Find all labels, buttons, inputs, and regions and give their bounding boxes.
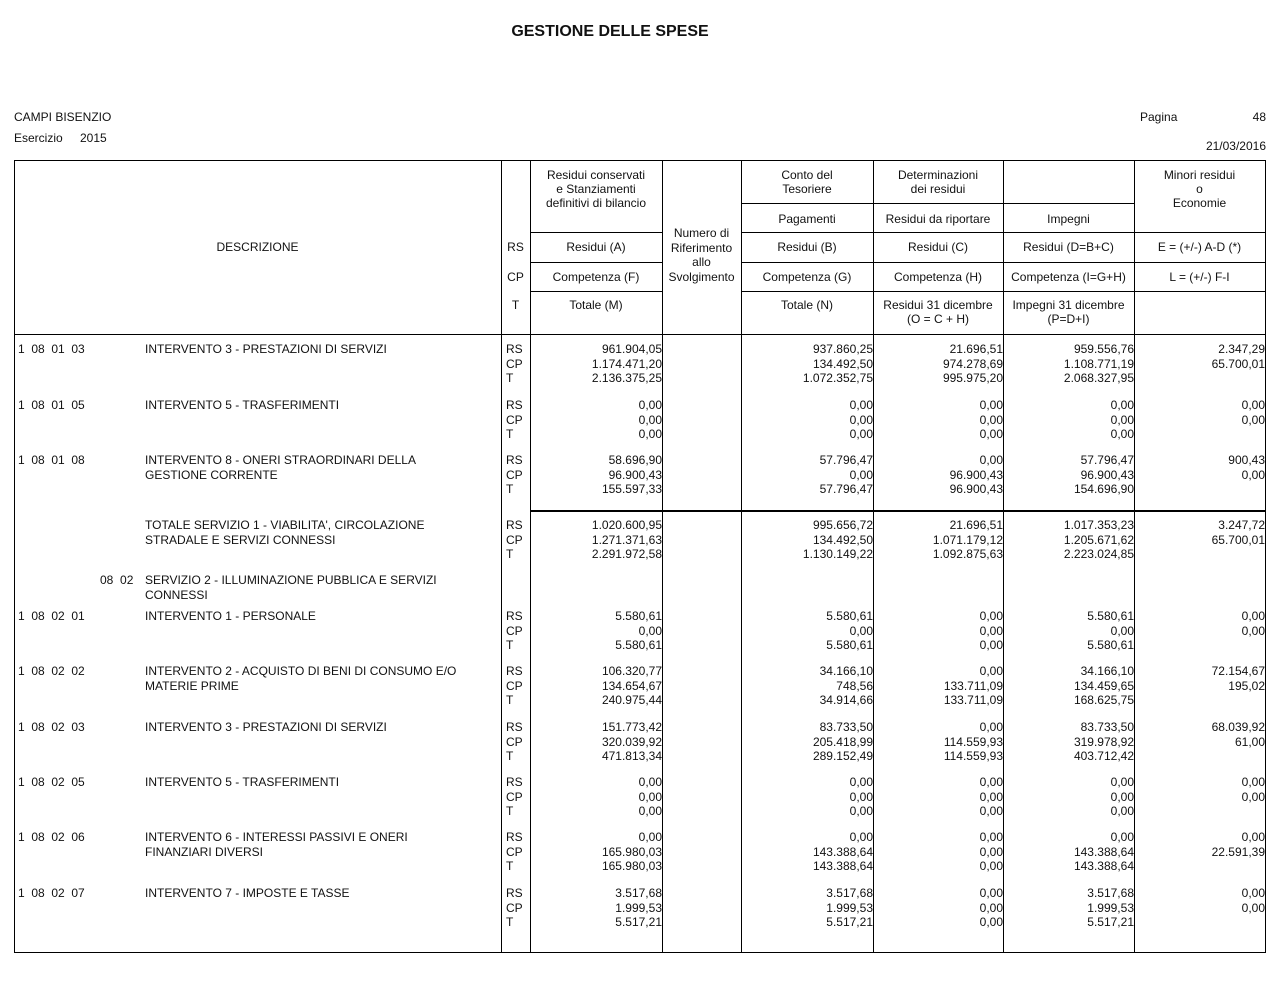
row-value-b: 0,00 0,00 0,00 <box>849 398 873 441</box>
row-value-d: 959.556,76 1.108.771,19 2.068.327,95 <box>1063 342 1134 385</box>
row-value-b: 937.860,25 134.492,50 1.072.352,75 <box>802 342 873 385</box>
header-col-b-cp: Competenza (G) <box>762 270 852 284</box>
row-value-a: 0,00 0,00 0,00 <box>638 775 662 818</box>
header-col-a-cp: Competenza (F) <box>552 270 640 284</box>
esercizio-label: Esercizio <box>14 131 63 145</box>
row-value-b: 34.166,10 748,56 34.914,66 <box>819 664 873 707</box>
row-types: RS CP T <box>506 830 523 873</box>
row-code: 1 08 02 05 <box>18 775 85 789</box>
row-description: TOTALE SERVIZIO 1 - VIABILITA', CIRCOLAZIONE STRADALE E SERVIZI CONNESSI <box>145 518 425 547</box>
header-col-a-rs: Residui (A) <box>566 240 626 254</box>
row-value-e: 72.154,67 195,02 <box>1211 664 1265 693</box>
row-value-d: 83.733,50 319.978,92 403.712,42 <box>1073 720 1134 763</box>
row-value-d: 3.517,68 1.999,53 5.517,21 <box>1087 886 1134 929</box>
header-col-e-cp: L = (+/-) F-I <box>1169 270 1230 284</box>
row-types: RS CP T <box>506 342 523 385</box>
row-types: RS CP T <box>506 664 523 707</box>
header-cp: CP <box>507 270 524 284</box>
total-separator <box>530 510 1266 512</box>
row-value-a: 961.904,05 1.174.471,20 2.136.375,25 <box>591 342 662 385</box>
row-value-d: 34.166,10 134.459,65 168.625,75 <box>1073 664 1134 707</box>
row-description: INTERVENTO 2 - ACQUISTO DI BENI DI CONSUMO E/O MATERIE PRIME <box>145 664 457 693</box>
row-description: INTERVENTO 7 - IMPOSTE E TASSE <box>145 886 350 900</box>
row-value-e: 0,00 0,00 <box>1241 775 1265 804</box>
row-types: RS CP T <box>506 609 523 652</box>
row-description: INTERVENTO 1 - PERSONALE <box>145 609 316 623</box>
row-value-e: 0,00 0,00 <box>1241 886 1265 915</box>
row-code: 1 08 02 06 <box>18 830 85 844</box>
row-value-c: 0,00 0,00 0,00 <box>979 398 1003 441</box>
header-col-e-rs: E = (+/-) A-D (*) <box>1157 240 1242 254</box>
row-code: 1 08 02 01 <box>18 609 85 623</box>
header-rs: RS <box>507 240 524 254</box>
row-description: SERVIZIO 2 - ILLUMINAZIONE PUBBLICA E SERVIZI CONNESSI <box>145 573 437 602</box>
row-value-c: 21.696,51 974.278,69 995.975,20 <box>942 342 1003 385</box>
row-value-a: 5.580,61 0,00 5.580,61 <box>615 609 662 652</box>
row-description: INTERVENTO 8 - ONERI STRAORDINARI DELLA GESTIONE CORRENTE <box>145 453 416 482</box>
row-description: INTERVENTO 6 - INTERESSI PASSIVI E ONERI FINANZIARI DIVERSI <box>145 830 408 859</box>
report-date: 21/03/2016 <box>1205 139 1266 153</box>
header-numero-riferimento: Numero di Riferimento allo Svolgimento <box>668 226 735 284</box>
row-code: 1 08 02 03 <box>18 720 85 734</box>
row-value-b: 57.796,47 0,00 57.796,47 <box>819 453 873 496</box>
header-col-c-cp: Competenza (H) <box>893 270 983 284</box>
row-value-e: 0,00 0,00 <box>1241 609 1265 638</box>
header-col-c-sub: Residui da riportare <box>885 212 991 226</box>
row-value-b: 5.580,61 0,00 5.580,61 <box>826 609 873 652</box>
row-code: 1 08 01 03 <box>18 342 85 356</box>
row-value-e: 2.347,29 65.700,01 <box>1211 342 1265 371</box>
header-col-d-cp: Competenza (I=G+H) <box>1011 270 1126 284</box>
row-value-a: 1.020.600,95 1.271.371,63 2.291.972,58 <box>591 518 662 561</box>
row-code: 08 02 <box>100 573 134 587</box>
header-col-e: Minori residui o Economie <box>1163 168 1236 210</box>
row-value-d: 1.017.353,23 1.205.671,62 2.223.024,85 <box>1063 518 1134 561</box>
header-col-b-t: Totale (N) <box>780 298 833 312</box>
row-value-a: 151.773,42 320.039,92 471.813,34 <box>601 720 662 763</box>
row-value-a: 3.517,68 1.999,53 5.517,21 <box>615 886 662 929</box>
header-col-a: Residui conservati e Stanziamenti definitivi di bilancio <box>545 168 647 210</box>
ente-name: CAMPI BISENZIO <box>14 110 112 124</box>
row-types: RS CP T <box>506 775 523 818</box>
row-value-c: 0,00 96.900,43 96.900,43 <box>949 453 1003 496</box>
header-col-b-rs: Residui (B) <box>777 240 837 254</box>
row-types: RS CP T <box>506 518 523 561</box>
row-value-d: 0,00 143.388,64 143.388,64 <box>1073 830 1134 873</box>
header-col-b: Conto del Tesoriere <box>781 168 833 196</box>
row-types: RS CP T <box>506 720 523 763</box>
row-value-e: 0,00 22.591,39 <box>1211 830 1265 859</box>
row-types: RS CP T <box>506 886 523 929</box>
row-value-d: 57.796,47 96.900,43 154.696,90 <box>1073 453 1134 496</box>
header-descrizione: DESCRIZIONE <box>216 240 299 254</box>
row-types: RS CP T <box>506 398 523 441</box>
pagina-label: Pagina <box>1140 110 1178 124</box>
row-description: INTERVENTO 5 - TRASFERIMENTI <box>145 398 340 412</box>
row-value-e: 3.247,72 65.700,01 <box>1211 518 1265 547</box>
row-value-c: 0,00 0,00 0,00 <box>979 609 1003 652</box>
row-code: 1 08 01 08 <box>18 453 85 467</box>
row-value-d: 0,00 0,00 0,00 <box>1110 398 1134 441</box>
page-number: 48 <box>1252 110 1266 124</box>
row-description: INTERVENTO 3 - PRESTAZIONI DI SERVIZI <box>145 720 387 734</box>
row-value-b: 0,00 0,00 0,00 <box>849 775 873 818</box>
row-code: 1 08 02 07 <box>18 886 85 900</box>
row-value-b: 995.656,72 134.492,50 1.130.149,22 <box>802 518 873 561</box>
header-col-d-rs: Residui (D=B+C) <box>1023 240 1114 254</box>
row-description: INTERVENTO 5 - TRASFERIMENTI <box>145 775 340 789</box>
row-value-e: 900,43 0,00 <box>1228 453 1265 482</box>
header-col-d-t: Impegni 31 dicembre (P=D+I) <box>1012 298 1125 326</box>
row-types: RS CP T <box>506 453 523 496</box>
row-value-d: 5.580,61 0,00 5.580,61 <box>1087 609 1134 652</box>
row-value-a: 106.320,77 134.654,67 240.975,44 <box>601 664 662 707</box>
row-value-b: 83.733,50 205.418,99 289.152,49 <box>812 720 873 763</box>
row-description: INTERVENTO 3 - PRESTAZIONI DI SERVIZI <box>145 342 387 356</box>
row-value-c: 0,00 114.559,93 114.559,93 <box>943 720 1003 763</box>
row-value-b: 3.517,68 1.999,53 5.517,21 <box>826 886 873 929</box>
header-col-c: Determinazioni dei residui <box>897 168 979 196</box>
row-code: 1 08 02 02 <box>18 664 85 678</box>
row-value-e: 68.039,92 61,00 <box>1211 720 1265 749</box>
esercizio-year: 2015 <box>80 131 107 145</box>
row-value-c: 0,00 0,00 0,00 <box>979 886 1003 929</box>
row-value-a: 58.696,90 96.900,43 155.597,33 <box>601 453 662 496</box>
row-value-c: 0,00 0,00 0,00 <box>979 830 1003 873</box>
header-t: T <box>511 298 520 312</box>
row-value-c: 21.696,51 1.071.179,12 1.092.875,63 <box>932 518 1003 561</box>
row-value-b: 0,00 143.388,64 143.388,64 <box>812 830 873 873</box>
row-value-e: 0,00 0,00 <box>1241 398 1265 427</box>
header-col-c-t: Residui 31 dicembre (O = C + H) <box>883 298 993 326</box>
row-value-a: 0,00 0,00 0,00 <box>638 398 662 441</box>
row-value-d: 0,00 0,00 0,00 <box>1110 775 1134 818</box>
header-col-b-sub: Pagamenti <box>778 212 836 226</box>
row-value-c: 0,00 0,00 0,00 <box>979 775 1003 818</box>
header-col-c-rs: Residui (C) <box>907 240 968 254</box>
header-col-d-sub: Impegni <box>1047 212 1090 226</box>
row-code: 1 08 01 05 <box>18 398 85 412</box>
page-title: GESTIONE DELLE SPESE <box>511 23 709 40</box>
header-col-a-t: Totale (M) <box>569 298 623 312</box>
row-value-a: 0,00 165.980,03 165.980,03 <box>601 830 662 873</box>
row-value-c: 0,00 133.711,09 133.711,09 <box>943 664 1003 707</box>
